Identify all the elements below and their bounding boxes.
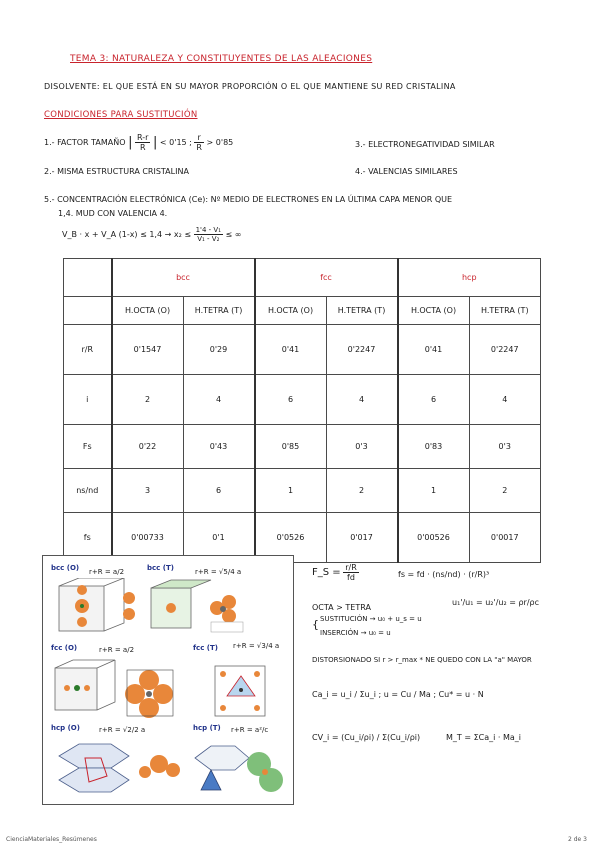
hcp-tetra-diagram [189, 736, 289, 800]
table-cell: 0'29 [183, 325, 255, 375]
condition-1-fraction [135, 133, 150, 152]
mt-formula: M_T = ΣCa_i · Ma_i [446, 733, 521, 742]
table-cell: 6 [255, 375, 327, 425]
table-row [64, 425, 541, 469]
subheader-bcc-octa: H.OCTA (O) [112, 297, 184, 325]
brace: { [312, 618, 319, 631]
fs-formula: fs = fd · (ns/nd) · (r/R)³ [398, 570, 490, 579]
unit-cell-figure [42, 555, 294, 805]
group-bcc: bcc [112, 259, 255, 297]
fcc-o-eq: r+R = a/2 [99, 646, 135, 654]
conditions-header: CONDICIONES PARA SUSTITUCIÓN [44, 110, 198, 120]
ce-formula-left: V_B · x + V_A (1-x) ≤ 1,4 → x₂ ≤ [62, 230, 192, 239]
table-subheader-row [64, 297, 541, 325]
condition-5-line1: 5.- CONCENTRACIÓN ELECTRÓNICA (Ce): Nº MEDIO DE ELECTRONES EN LA ÚLTIMA CAPA MENOR QUE [44, 195, 453, 204]
hcp-octa-diagram [49, 736, 189, 798]
table-cell: 0'1547 [112, 325, 184, 375]
c1-num: R-r [137, 133, 149, 142]
table-cell: 0'2247 [469, 325, 541, 375]
subheader-fcc-octa: H.OCTA (O) [255, 297, 327, 325]
solvent-definition: DISOLVENTE: EL QUE ESTÁ EN SU MAYOR PROPORCIÓN O EL QUE MANTIENE SU RED CRISTALINA [44, 82, 456, 91]
ce-num: 1'4 - V₁ [195, 226, 221, 234]
table-cell: 2 [112, 375, 184, 425]
table-cell: 0'2247 [326, 325, 398, 375]
footer-filename: CienciaMateriales_Resúmenes [6, 836, 97, 843]
table-cell: 4 [326, 375, 398, 425]
table-cell: 2 [326, 469, 398, 513]
row-label: fs [64, 513, 112, 563]
table-cell: 4 [469, 375, 541, 425]
subheader-corner [64, 297, 112, 325]
c1-den: R [139, 143, 146, 152]
octa-tetra-note: OCTA > TETRA [312, 603, 371, 612]
c1-tail: < 0'15 ; [159, 138, 192, 147]
ce-formula-tail: ≤ ∞ [225, 230, 242, 239]
row-label: r/R [64, 325, 112, 375]
table-cell: 0'83 [398, 425, 470, 469]
table-cell: 6 [398, 375, 470, 425]
condition-4: 4.- VALENCIAS SIMILARES [355, 167, 458, 176]
table-cell: 0'00733 [112, 513, 184, 563]
subheader-bcc-tetra: H.TETRA (T) [183, 297, 255, 325]
table-cell: 1 [398, 469, 470, 513]
fcc-octa-diagram [49, 656, 209, 728]
condition-3: 3.- ELECTRONEGATIVIDAD SIMILAR [355, 140, 495, 149]
ce-formula [62, 226, 241, 243]
bcc-o-title: bcc (O) [51, 564, 80, 572]
ce-den: V₁ - V₂ [197, 235, 220, 243]
table-cell: 0'017 [326, 513, 398, 563]
bcc-o-eq: r+R = a/2 [89, 568, 125, 576]
table-cell: 4 [183, 375, 255, 425]
condition-5-line2: 1,4. MUD CON VALENCIA 4. [58, 209, 168, 218]
fs-def-fraction [343, 563, 359, 582]
fcc-t-title: fcc (T) [193, 644, 218, 652]
fs-def-left: F_S = [312, 567, 341, 578]
table-cell: 0'3 [469, 425, 541, 469]
substitution-line: SUSTITUCIÓN → u₀ + u_s = u [320, 615, 422, 623]
interstitial-table [63, 258, 541, 563]
fcc-tetra-diagram [211, 656, 289, 728]
row-label: Fs [64, 425, 112, 469]
table-row [64, 375, 541, 425]
fs-def-num: r/R [345, 563, 357, 572]
table-cell: 1 [255, 469, 327, 513]
table-cell: 0'22 [112, 425, 184, 469]
group-hcp: hcp [398, 259, 541, 297]
hcp-t-eq: r+R = a²/c [231, 726, 269, 734]
hcp-o-eq: r+R = √2/2 a [99, 726, 146, 734]
insertion-line: INSERCIÓN → u₀ = u [320, 629, 391, 637]
table-cell: 6 [183, 469, 255, 513]
subheader-hcp-octa: H.OCTA (O) [398, 297, 470, 325]
hcp-o-title: hcp (O) [51, 724, 80, 732]
table-cell: 0'1 [183, 513, 255, 563]
ce-fraction [194, 226, 223, 243]
ratio-formula: u₁'/u₁ = u₂'/u₂ = ρr/ρc [452, 598, 540, 607]
bcc-t-eq: r+R = √5/4 a [195, 568, 242, 576]
table-group-header-row [64, 259, 541, 297]
condition-1: 1.- FACTOR TAMAÑO | $\frac{R-r}{R}$ | < 0'15 ; $\frac{r}{R}$ > 0'85 [44, 133, 234, 152]
table-cell: 3 [112, 469, 184, 513]
fs-definition [312, 563, 359, 582]
table-cell: 0'41 [255, 325, 327, 375]
c1-num2: r [194, 133, 204, 143]
bcc-tetra-diagram [145, 578, 285, 640]
distortion-note: DISTORSIONADO SI r > r_max * NE QUEDO CON LA "a" MAYOR [312, 656, 532, 664]
condition-2: 2.- MISMA ESTRUCTURA CRISTALINA [44, 167, 189, 176]
condition-1-fraction-2 [194, 133, 204, 152]
fs-def-den: fd [347, 573, 355, 582]
fcc-o-title: fcc (O) [51, 644, 78, 652]
condition-1-label: 1.- FACTOR TAMAÑO [44, 138, 126, 147]
subheader-fcc-tetra: H.TETRA (T) [326, 297, 398, 325]
subheader-hcp-tetra: H.TETRA (T) [469, 297, 541, 325]
c1-den2: R [196, 143, 202, 152]
footer-page-number: 2 de 3 [568, 836, 587, 843]
bcc-octa-diagram [49, 578, 139, 640]
table-row [64, 325, 541, 375]
fcc-t-eq: r+R = √3/4 a [233, 642, 280, 650]
table-cell: 0'43 [183, 425, 255, 469]
row-label: ns/nd [64, 469, 112, 513]
table-cell: 0'0526 [255, 513, 327, 563]
page-title: TEMA 3: NATURALEZA Y CONSTITUYENTES DE LAS ALEACIONES [70, 54, 373, 64]
table-corner [64, 259, 112, 297]
table-cell: 0'85 [255, 425, 327, 469]
cv-formula: CV_i = (Cu_i/ρi) / Σ(Cu_i/ρi) [312, 733, 421, 742]
table-cell: 0'41 [398, 325, 470, 375]
ca-formula: Ca_i = u_i / Σu_i ; u = Cu / Ma ; Cu* = u · N [312, 690, 484, 699]
table-cell: 0'00526 [398, 513, 470, 563]
hcp-t-title: hcp (T) [193, 724, 221, 732]
table-row [64, 469, 541, 513]
row-label: i [64, 375, 112, 425]
table-cell: 2 [469, 469, 541, 513]
group-fcc: fcc [255, 259, 398, 297]
bcc-t-title: bcc (T) [147, 564, 174, 572]
table-cell: 0'3 [326, 425, 398, 469]
c1-tail2: > 0'85 [206, 138, 234, 147]
table-cell: 0'0017 [469, 513, 541, 563]
